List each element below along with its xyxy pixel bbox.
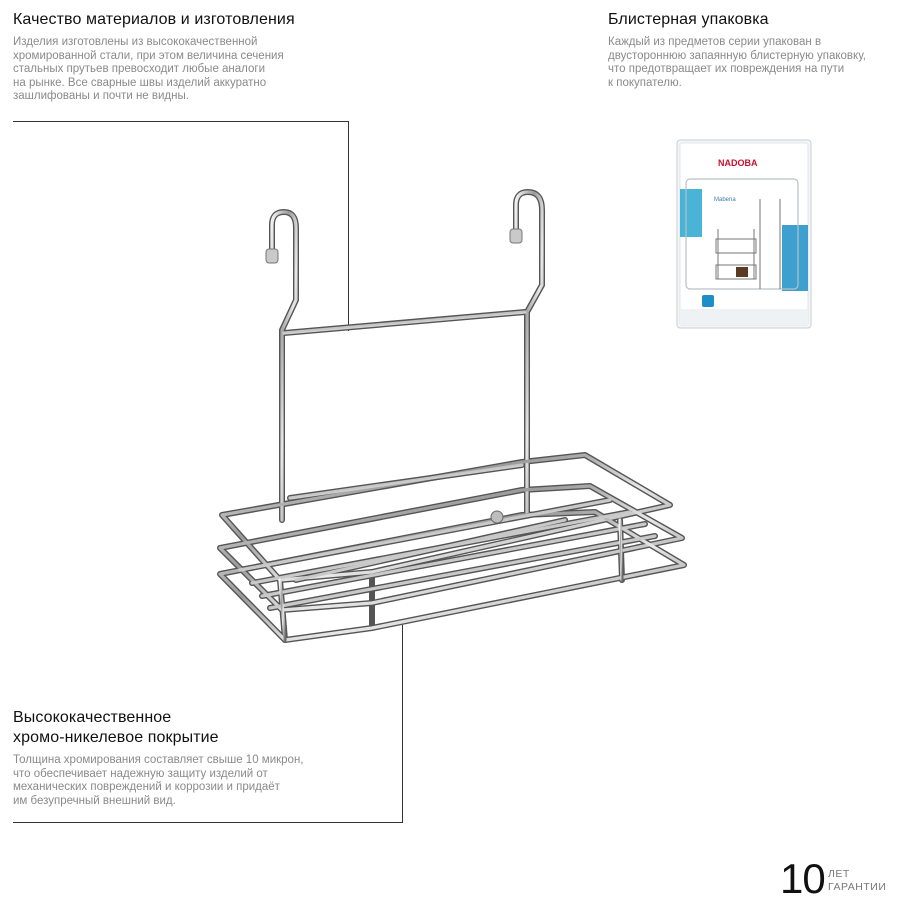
wire-shelf-illustration [200, 180, 700, 660]
warranty-guarantee-label: ГАРАНТИИ [828, 881, 887, 893]
blister-package-image [676, 139, 812, 329]
feature-quality-line: Изделия изготовлены из высококачественной [13, 36, 258, 48]
feature-quality [13, 10, 313, 104]
feature-coating-line: им безупречный внешний вид. [13, 794, 176, 807]
feature-quality-line: стальных прутьев превосходит любые аналоги [13, 63, 266, 75]
feature-coating-text [13, 754, 313, 808]
feature-coating-line: механических повреждений и коррозии и придаёт [13, 781, 280, 793]
feature-quality-line: хромированной стали, при этом величина сечения [13, 49, 284, 62]
feature-coating-line: что обеспечивает надежную защиту изделий от [13, 767, 268, 780]
warranty-number: 10 [780, 855, 825, 902]
feature-blister-line: двустороннюю запаянную блистерную упаковку, [608, 49, 866, 62]
warranty-badge [780, 855, 890, 902]
feature-coating-title-line: хромо-никелевое покрытие [13, 729, 219, 746]
feature-quality-line: на рынке. Все сварные швы изделий аккуратно [13, 76, 267, 89]
feature-blister-line: что предотвращает их повреждения на пути [608, 63, 845, 75]
feature-quality-text [13, 36, 313, 104]
feature-quality-title: Качество материалов и изготовления [13, 11, 295, 28]
feature-quality-line: зашлифованы и почти не видны. [13, 90, 189, 102]
feature-blister [608, 10, 898, 90]
feature-coating-title [13, 708, 313, 748]
feature-blister-line: Каждый из предметов серии упакован в [608, 36, 822, 48]
feature-blister-line: к покупателю. [608, 76, 682, 89]
package-brand: NADOBA [718, 158, 758, 168]
feature-coating [13, 708, 313, 808]
feature-coating-line: Толщина хромирования составляет свыше 10 микрон, [13, 754, 304, 766]
feature-blister-text [608, 36, 898, 90]
package-product: Mabena [714, 197, 736, 203]
feature-coating-title-line: Высококачественное [13, 709, 172, 726]
feature-blister-title: Блистерная упаковка [608, 11, 769, 28]
warranty-years-label: ЛЕТ [828, 868, 850, 880]
callout-line-bottom-horizontal [13, 822, 403, 823]
callout-line-top-horizontal [13, 121, 349, 122]
